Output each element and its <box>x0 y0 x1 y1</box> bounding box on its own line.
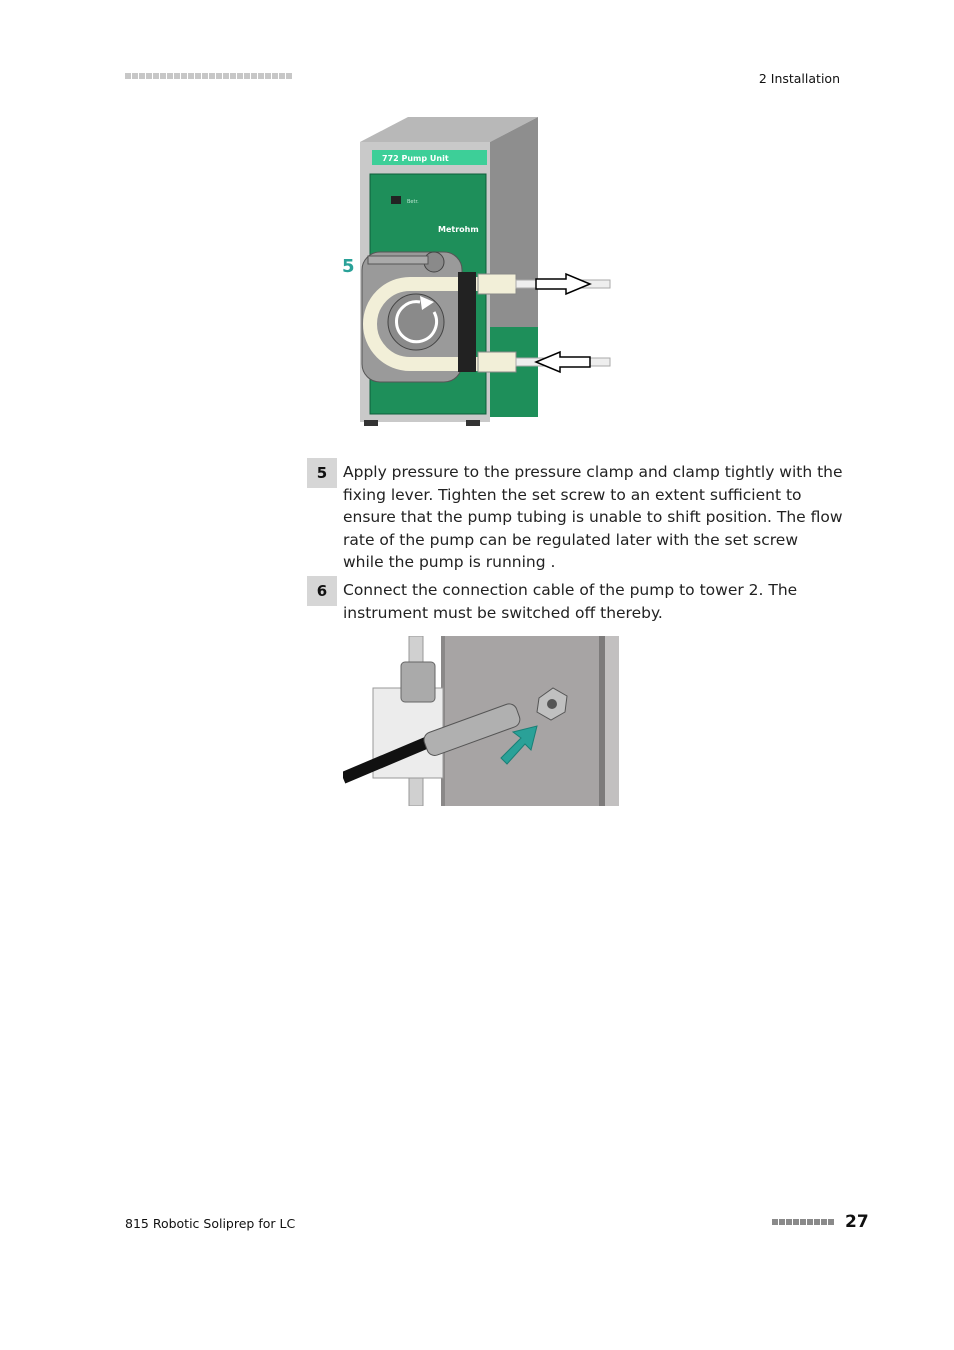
clamp-nut <box>401 662 435 702</box>
foot <box>466 420 480 426</box>
fixing-lever <box>368 256 428 264</box>
power-indicator <box>391 196 401 204</box>
step-text: Apply pressure to the pressure clamp and clamp tightly with the fixing lever. Tighten the set screw to an extent sufficient to ensure that the pump tubing is unable to shift position. The flow rate of the pump can be regulated later with the set screw while the pump is running . <box>343 463 843 571</box>
inlet-connector <box>478 352 516 372</box>
step-text: Connect the connection cable of the pump to tower 2. The instrument must be switched off thereby. <box>343 581 798 622</box>
outflow-arrow-icon <box>536 274 590 294</box>
panel-edge <box>599 636 605 806</box>
pump-unit-illustration <box>340 112 620 432</box>
callout-number: 5 <box>342 256 355 277</box>
inflow-arrow-icon <box>536 352 590 372</box>
indicator-label: Betr. <box>407 199 419 205</box>
label-plate-text: 772 Pump Unit <box>382 154 449 163</box>
housing-side <box>490 117 538 352</box>
footer-decoration <box>772 1219 834 1225</box>
chapter-title: 2 Installation <box>758 71 840 86</box>
brand-logo: Metrohm <box>438 225 479 234</box>
foot <box>364 420 378 426</box>
step-number: 5 <box>307 458 337 488</box>
outlet-connector <box>478 274 516 294</box>
document-title: 815 Robotic Soliprep for LC <box>125 1216 296 1231</box>
header-decoration <box>125 73 292 79</box>
cable-connection-illustration <box>343 636 619 806</box>
page-number: 27 <box>845 1212 869 1232</box>
tube-holder <box>458 272 476 372</box>
step-number: 6 <box>307 576 337 606</box>
